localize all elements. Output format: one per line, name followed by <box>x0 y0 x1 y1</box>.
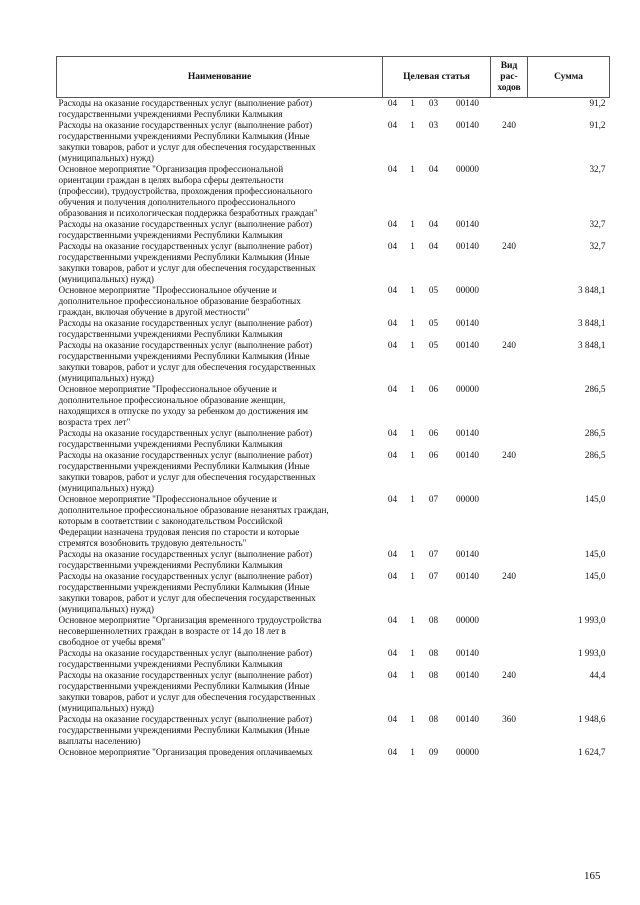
header-sum: Сумма <box>528 57 610 98</box>
row-name-line: (муниципальных) нужд) <box>58 483 154 493</box>
table-row <box>57 549 610 571</box>
table-body <box>57 98 610 759</box>
code-direction-cell: 00140 <box>456 318 479 328</box>
sum-cell: 32,7 <box>589 219 606 229</box>
row-name-line: государственными учреждениями Республики Калмыкия (Иные <box>58 351 310 361</box>
row-name-line: Расходы на оказание государственных услуг (выполнение работ) <box>58 648 313 658</box>
row-name-cell <box>57 384 383 428</box>
table-row <box>57 98 610 121</box>
code-subprogram-cell: 1 <box>410 714 415 724</box>
code-activity-cell: 04 <box>428 219 439 229</box>
table-row <box>57 670 610 714</box>
row-name-line: государственными учреждениями Республики Калмыкия <box>58 329 283 339</box>
code-program-cell: 04 <box>387 428 398 438</box>
row-name-line: (муниципальных) нужд) <box>58 373 154 383</box>
expense-kind-cell <box>491 549 528 571</box>
code-subprogram-cell: 1 <box>410 571 415 581</box>
row-name-line: Расходы на оказание государственных услуг (выполнение работ) <box>58 714 313 724</box>
code-activity-cell: 08 <box>428 648 439 658</box>
row-name-line: стремятся возобновить трудовую деятельность" <box>58 538 247 548</box>
header-name: Наименование <box>57 57 383 98</box>
row-name-line: Расходы на оказание государственных услуг (выполнение работ) <box>58 549 313 559</box>
code-program-cell: 04 <box>387 340 398 350</box>
row-name-cell <box>57 494 383 549</box>
row-name-cell <box>57 648 383 670</box>
row-name-line: Расходы на оказание государственных услуг (выполнение работ) <box>58 340 313 350</box>
row-name-line: граждан, включая обучение в другой местности" <box>58 307 250 317</box>
table-row <box>57 494 610 549</box>
code-activity-cell: 08 <box>428 670 439 680</box>
page-number: 165 <box>584 870 601 882</box>
sum-cell: 286,5 <box>584 450 606 460</box>
row-name-line: Расходы на оказание государственных услуг (выполнение работ) <box>58 318 313 328</box>
code-activity-cell: 08 <box>428 615 439 625</box>
row-name-cell <box>57 98 383 121</box>
header-expense-kind-line: ходов <box>497 82 521 93</box>
expense-kind-cell: 240 <box>502 241 516 251</box>
row-name-line: государственными учреждениями Республики Калмыкия (Иные <box>58 131 310 141</box>
row-name-line: (муниципальных) нужд) <box>58 604 154 614</box>
code-activity-cell: 07 <box>428 494 439 504</box>
row-name-line: Основное мероприятие "Организация проведения оплачиваемых <box>58 747 313 757</box>
code-program-cell: 04 <box>387 164 398 174</box>
sum-cell: 3 848,1 <box>577 340 606 350</box>
code-subprogram-cell: 1 <box>410 384 415 394</box>
code-program-cell: 04 <box>387 120 398 130</box>
sum-cell: 145,0 <box>584 549 606 559</box>
expense-kind-cell <box>491 428 528 450</box>
row-name-line: государственными учреждениями Республики Калмыкия (Иные <box>58 582 310 592</box>
header-target-article: Целевая статья <box>383 57 491 98</box>
row-name-line: государственными учреждениями Республики Калмыкия <box>58 560 283 570</box>
row-name-line: несовершеннолетних граждан в возрасте от 14 до 18 лет в <box>58 626 286 636</box>
row-name-cell <box>57 450 383 494</box>
sum-cell: 3 848,1 <box>577 318 606 328</box>
code-program-cell: 04 <box>387 318 398 328</box>
code-subprogram-cell: 1 <box>410 120 415 130</box>
sum-cell: 286,5 <box>584 384 606 394</box>
table-row <box>57 241 610 285</box>
table-row <box>57 571 610 615</box>
row-name-line: Основное мероприятие "Профессиональное обучение и <box>58 285 277 295</box>
code-program-cell: 04 <box>387 450 398 460</box>
code-activity-cell: 05 <box>428 318 439 328</box>
code-activity-cell: 07 <box>428 549 439 559</box>
code-subprogram-cell: 1 <box>410 747 415 757</box>
code-subprogram-cell: 1 <box>410 285 415 295</box>
code-program-cell: 04 <box>387 98 398 108</box>
code-activity-cell: 06 <box>428 384 439 394</box>
code-direction-cell: 00000 <box>456 285 479 295</box>
row-name-line: государственными учреждениями Республики Калмыкия <box>58 109 283 119</box>
code-direction-cell: 00140 <box>456 450 479 460</box>
code-program-cell: 04 <box>387 615 398 625</box>
expense-kind-cell <box>491 285 528 318</box>
row-name-cell <box>57 571 383 615</box>
row-name-line: государственными учреждениями Республики Калмыкия (Иные <box>58 252 310 262</box>
code-activity-cell: 05 <box>428 340 439 350</box>
row-name-line: государственными учреждениями Республики Калмыкия <box>58 659 283 669</box>
code-direction-cell: 00140 <box>456 98 479 108</box>
row-name-line: закупки товаров, работ и услуг для обеспечения государственных <box>58 362 316 372</box>
row-name-line: закупки товаров, работ и услуг для обеспечения государственных <box>58 142 316 152</box>
sum-cell: 32,7 <box>589 241 606 251</box>
code-subprogram-cell: 1 <box>410 340 415 350</box>
code-direction-cell: 00000 <box>456 615 479 625</box>
header-expense-kind <box>491 57 528 98</box>
row-name-line: Основное мероприятие "Организация профессиональной <box>58 164 284 174</box>
row-name-cell <box>57 120 383 164</box>
code-direction-cell: 00140 <box>456 428 479 438</box>
row-name-line: выплаты населению) <box>58 736 141 746</box>
table-row <box>57 318 610 340</box>
code-program-cell: 04 <box>387 384 398 394</box>
row-name-line: дополнительное профессиональное образование незанятых граждан, <box>58 505 329 515</box>
code-direction-cell: 00140 <box>456 340 479 350</box>
table-row <box>57 384 610 428</box>
expense-kind-cell: 240 <box>502 450 516 460</box>
code-direction-cell: 00140 <box>456 120 479 130</box>
code-activity-cell: 04 <box>428 164 439 174</box>
row-name-line: находящихся в отпуске по уходу за ребенком до достижения им <box>58 406 308 416</box>
code-subprogram-cell: 1 <box>410 494 415 504</box>
row-name-line: Расходы на оказание государственных услуг (выполнение работ) <box>58 428 313 438</box>
table-row <box>57 340 610 384</box>
code-subprogram-cell: 1 <box>410 428 415 438</box>
row-name-line: закупки товаров, работ и услуг для обеспечения государственных <box>58 692 316 702</box>
code-activity-cell: 03 <box>428 120 439 130</box>
code-direction-cell: 00140 <box>456 714 479 724</box>
budget-table <box>56 56 610 758</box>
expense-kind-cell <box>491 747 528 758</box>
expense-kind-cell <box>491 219 528 241</box>
table-row <box>57 219 610 241</box>
row-name-line: Федерации назначена трудовая пенсия по старости и которые <box>58 527 300 537</box>
sum-cell: 44,4 <box>589 670 606 680</box>
code-program-cell: 04 <box>387 670 398 680</box>
row-name-line: (муниципальных) нужд) <box>58 274 154 284</box>
row-name-cell <box>57 164 383 219</box>
row-name-line: государственными учреждениями Республики Калмыкия <box>58 439 283 449</box>
expense-kind-cell: 240 <box>502 340 516 350</box>
row-name-line: закупки товаров, работ и услуг для обеспечения государственных <box>58 593 316 603</box>
sum-cell: 3 848,1 <box>577 285 606 295</box>
row-name-line: Расходы на оказание государственных услуг (выполнение работ) <box>58 670 313 680</box>
table-row <box>57 120 610 164</box>
code-subprogram-cell: 1 <box>410 648 415 658</box>
row-name-cell <box>57 285 383 318</box>
expense-kind-cell <box>491 615 528 648</box>
code-program-cell: 04 <box>387 571 398 581</box>
row-name-line: которым в соответствии с законодательством Российской <box>58 516 283 526</box>
code-program-cell: 04 <box>387 549 398 559</box>
code-subprogram-cell: 1 <box>410 615 415 625</box>
expense-kind-cell <box>491 164 528 219</box>
code-activity-cell: 06 <box>428 428 439 438</box>
code-direction-cell: 00000 <box>456 164 479 174</box>
row-name-line: (муниципальных) нужд) <box>58 153 154 163</box>
row-name-line: государственными учреждениями Республики Калмыкия <box>58 230 283 240</box>
code-direction-cell: 00140 <box>456 670 479 680</box>
code-subprogram-cell: 1 <box>410 164 415 174</box>
code-subprogram-cell: 1 <box>410 318 415 328</box>
code-direction-cell: 00140 <box>456 549 479 559</box>
sum-cell: 32,7 <box>589 164 606 174</box>
expense-kind-cell <box>491 318 528 340</box>
table-row <box>57 648 610 670</box>
code-subprogram-cell: 1 <box>410 450 415 460</box>
code-program-cell: 04 <box>387 714 398 724</box>
sum-cell: 91,2 <box>589 98 606 108</box>
row-name-line: (муниципальных) нужд) <box>58 703 154 713</box>
code-activity-cell: 07 <box>428 571 439 581</box>
row-name-cell <box>57 340 383 384</box>
code-activity-cell: 03 <box>428 98 439 108</box>
sum-cell: 145,0 <box>584 571 606 581</box>
code-direction-cell: 00140 <box>456 648 479 658</box>
table-row <box>57 615 610 648</box>
expense-kind-cell: 360 <box>502 714 516 724</box>
table-row <box>57 428 610 450</box>
code-program-cell: 04 <box>387 285 398 295</box>
row-name-line: государственными учреждениями Республики Калмыкия (Иные <box>58 681 310 691</box>
row-name-cell <box>57 318 383 340</box>
row-name-line: Расходы на оказание государственных услуг (выполнение работ) <box>58 571 313 581</box>
table-row <box>57 450 610 494</box>
row-name-line: закупки товаров, работ и услуг для обеспечения государственных <box>58 472 316 482</box>
row-name-line: Расходы на оказание государственных услуг (выполнение работ) <box>58 120 313 130</box>
code-subprogram-cell: 1 <box>410 670 415 680</box>
row-name-line: дополнительное профессиональное образование безработных <box>58 296 301 306</box>
table-row <box>57 164 610 219</box>
code-program-cell: 04 <box>387 648 398 658</box>
expense-kind-cell <box>491 384 528 428</box>
code-direction-cell: 00140 <box>456 219 479 229</box>
expense-kind-cell: 240 <box>502 670 516 680</box>
table-row <box>57 714 610 747</box>
row-name-line: Расходы на оказание государственных услуг (выполнение работ) <box>58 450 313 460</box>
table-row <box>57 747 610 758</box>
header-expense-kind-line: рас- <box>500 71 518 82</box>
code-direction-cell: 00000 <box>456 384 479 394</box>
expense-kind-cell: 240 <box>502 120 516 130</box>
row-name-line: (профессии), трудоустройства, прохождения профессионального <box>58 186 313 196</box>
code-direction-cell: 00000 <box>456 494 479 504</box>
row-name-line: Основное мероприятие "Организация временного трудоустройства <box>58 615 322 625</box>
code-subprogram-cell: 1 <box>410 549 415 559</box>
code-direction-cell: 00140 <box>456 571 479 581</box>
row-name-cell <box>57 219 383 241</box>
row-name-line: ориентации граждан в целях выбора сферы деятельности <box>58 175 284 185</box>
row-name-line: дополнительное профессиональное образование женщин, <box>58 395 286 405</box>
row-name-line: Основное мероприятие "Профессиональное обучение и <box>58 384 277 394</box>
row-name-line: Основное мероприятие "Профессиональное обучение и <box>58 494 277 504</box>
code-activity-cell: 04 <box>428 241 439 251</box>
row-name-line: свободное от учебы время" <box>58 637 166 647</box>
sum-cell: 1 993,0 <box>577 648 606 658</box>
row-name-cell <box>57 714 383 747</box>
row-name-cell <box>57 241 383 285</box>
code-program-cell: 04 <box>387 747 398 757</box>
row-name-line: Расходы на оказание государственных услуг (выполнение работ) <box>58 219 313 229</box>
code-subprogram-cell: 1 <box>410 98 415 108</box>
code-direction-cell: 00000 <box>456 747 479 757</box>
sum-cell: 1 624,7 <box>577 747 606 757</box>
sum-cell: 286,5 <box>584 428 606 438</box>
sum-cell: 91,2 <box>589 120 606 130</box>
header-expense-kind-line: Вид <box>500 60 518 71</box>
sum-cell: 1 993,0 <box>577 615 606 625</box>
code-activity-cell: 09 <box>428 747 439 757</box>
sum-cell: 145,0 <box>584 494 606 504</box>
row-name-cell <box>57 428 383 450</box>
row-name-line: государственными учреждениями Республики Калмыкия (Иные <box>58 725 310 735</box>
expense-kind-cell <box>491 648 528 670</box>
code-direction-cell: 00140 <box>456 241 479 251</box>
sum-cell: 1 948,6 <box>577 714 606 724</box>
code-subprogram-cell: 1 <box>410 219 415 229</box>
row-name-line: образования и психологическая поддержка безработных граждан" <box>58 208 318 218</box>
expense-kind-cell <box>491 98 528 121</box>
row-name-line: Расходы на оказание государственных услуг (выполнение работ) <box>58 241 313 251</box>
table-header-row <box>57 57 610 98</box>
row-name-cell <box>57 670 383 714</box>
code-activity-cell: 05 <box>428 285 439 295</box>
row-name-line: возраста трех лет" <box>58 417 131 427</box>
table-row <box>57 285 610 318</box>
row-name-line: обучения и получения дополнительного профессионального <box>58 197 296 207</box>
expense-kind-cell: 240 <box>502 571 516 581</box>
code-program-cell: 04 <box>387 241 398 251</box>
code-activity-cell: 06 <box>428 450 439 460</box>
row-name-cell <box>57 549 383 571</box>
row-name-line: закупки товаров, работ и услуг для обеспечения государственных <box>58 263 316 273</box>
code-program-cell: 04 <box>387 494 398 504</box>
code-subprogram-cell: 1 <box>410 241 415 251</box>
row-name-line: государственными учреждениями Республики Калмыкия (Иные <box>58 461 310 471</box>
code-program-cell: 04 <box>387 219 398 229</box>
row-name-cell <box>57 615 383 648</box>
row-name-line: Расходы на оказание государственных услуг (выполнение работ) <box>58 98 313 108</box>
code-activity-cell: 08 <box>428 714 439 724</box>
row-name-cell <box>57 747 383 758</box>
expense-kind-cell <box>491 494 528 549</box>
